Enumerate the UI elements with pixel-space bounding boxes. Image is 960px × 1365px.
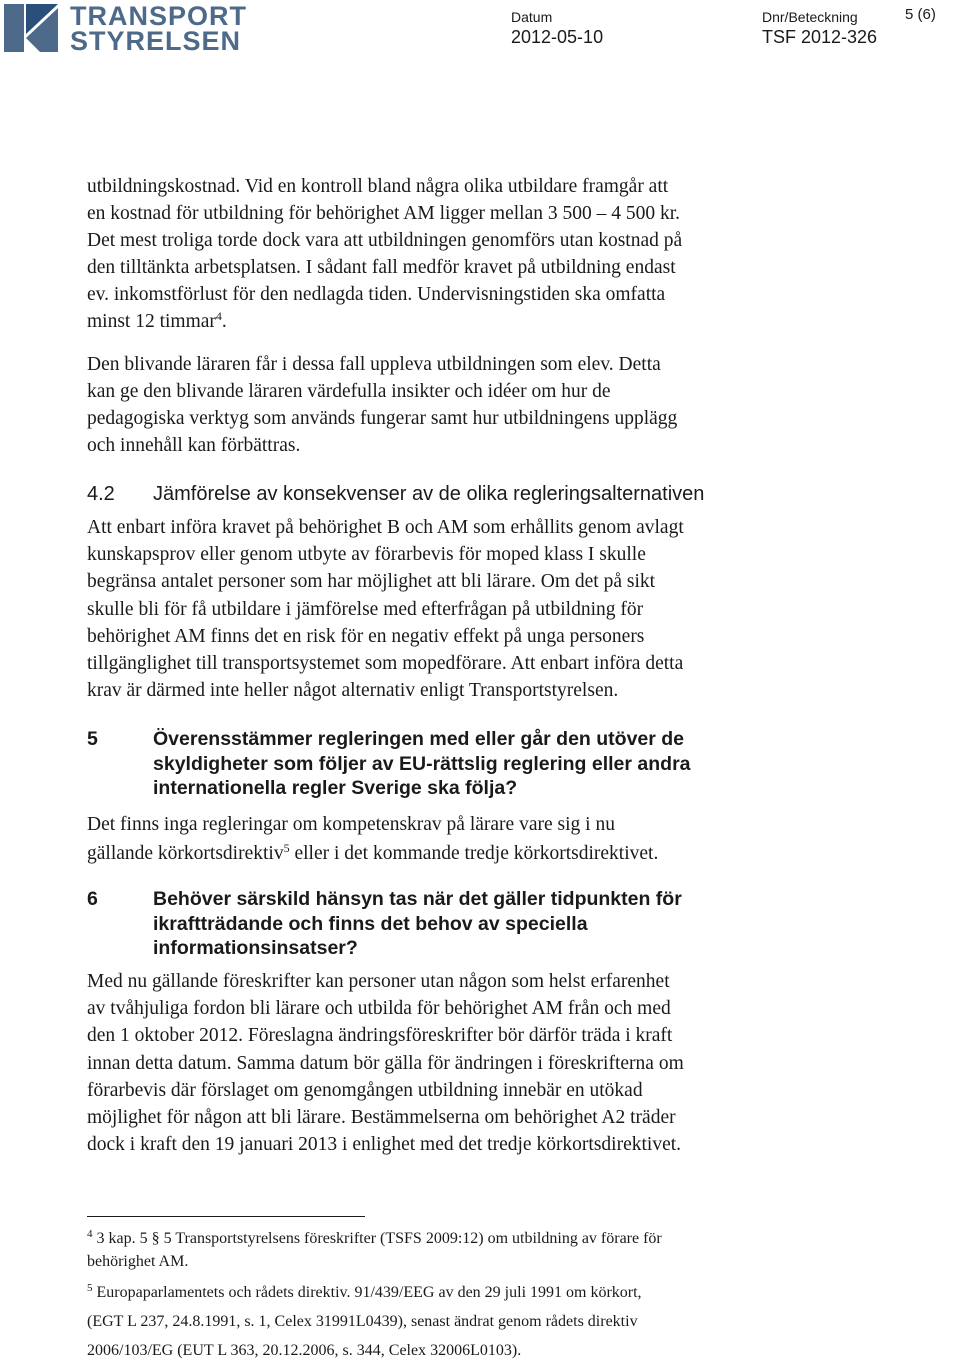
title-line: internationella regler Sverige ska följa? [153, 777, 518, 799]
text-line: dock i kraft den 19 januari 2013 i enlighet med det tredje körkortsdirektivet. [87, 1134, 682, 1156]
text-line: pedagogiska verktyg som används fungerar samt hur utbildningens upplägg [87, 408, 678, 429]
footnote-mark: 5 [87, 1282, 93, 1294]
paragraph-student-experience [87, 351, 827, 459]
footnote-mark: 4 [87, 1228, 93, 1240]
footnote-text: 3 kap. 5 § 5 Transportstyrelsens föreskrifter (TSFS 2009:12) om utbildning av förare för [92, 1230, 662, 1247]
text-fragment: . [221, 311, 227, 332]
section-title: Jämförelse av konsekvenser av de olika regleringsalternativen [153, 483, 705, 505]
text-fragment: minst 12 timmar [87, 311, 216, 332]
text-line: innan detta datum. Samma datum bör gälla för ändringen i föreskrifterna om [87, 1052, 684, 1074]
footnote-ref-5[interactable]: 5 [283, 841, 290, 855]
transportstyrelsen-logo [4, 1, 247, 56]
paragraph-comparison [87, 514, 827, 704]
footnote-line: behörighet AM. [87, 1253, 189, 1270]
section-number: 5 [87, 728, 98, 750]
footnote-ref-4[interactable]: 4 [215, 309, 222, 323]
text-line: av tvåhjuliga fordon bli lärare och utbilda för behörighet AM från och med [87, 998, 671, 1020]
footnote-text: Europaparlamentets och rådets direktiv. 91/439/EEG av den 29 juli 1991 om körkort, [92, 1284, 642, 1301]
text-line: utbildningskostnad. Vid en kontroll bland några olika utbildare framgår att [87, 176, 669, 197]
footnote-line [87, 1278, 847, 1307]
text-line: Att enbart införa kravet på behörighet B och AM som erhållits genom avlagt [87, 517, 684, 538]
footnote-line: (EGT L 237, 24.8.1991, s. 1, Celex 31991L0439), senast ändrat genom rådets direktiv [87, 1313, 638, 1330]
title-line: Behöver särskild hänsyn tas när det gäller tidpunkten för [153, 888, 682, 910]
text-line: skulle bli för få utbildare i jämförelse med efterfrågan på utbildning för [87, 598, 644, 620]
text-line: begränsa antalet personer som har möjlighet att bli lärare. Om det på sikt [87, 571, 656, 593]
text-line: en kostnad för utbildning för behörighet AM ligger mellan 3 500 – 4 500 kr. [87, 203, 681, 224]
logo-mark-icon [4, 4, 58, 52]
text-line: Med nu gällande föreskrifter kan personer utan någon som helst erfarenhet [87, 971, 670, 992]
text-line: Det mest troliga torde dock vara att utbildningen genomförs utan kostnad på [87, 230, 683, 251]
text-fragment: gällande körkortsdirektiv [87, 843, 284, 864]
text-line [87, 839, 827, 868]
reference-label: Dnr/Beteckning [762, 9, 858, 25]
reference-value: TSF 2012-326 [762, 27, 878, 47]
footnote-4 [87, 1227, 847, 1273]
text-line: den 1 oktober 2012. Föreslagna ändringsföreskrifter bör därför träda i kraft [87, 1025, 673, 1047]
text-line: Det finns inga regleringar om kompetenskrav på lärare vare sig i nu [87, 814, 615, 835]
text-line: tillgänglighet till transportsystemet som mopedförare. Att enbart införa detta [87, 653, 684, 675]
footnote-divider [87, 1216, 365, 1217]
text-line [87, 308, 827, 335]
date-value: 2012-05-10 [511, 27, 604, 47]
page-number: 5 (6) [905, 6, 936, 23]
text-line: Den blivande läraren får i dessa fall uppleva utbildningen som elev. Detta [87, 354, 661, 375]
logo-text-transport: TRANSPORT [70, 1, 247, 31]
section-title [153, 887, 682, 961]
text-line: krav är därmed inte heller något alternativ enligt Transportstyrelsen. [87, 680, 619, 702]
text-fragment: eller i det kommande tredje körkortsdirektivet. [289, 843, 659, 864]
text-line: kunskapsprov eller genom utbyte av förarbevis för moped klass I skulle [87, 544, 646, 566]
footnote-line [87, 1227, 847, 1250]
text-line: ev. inkomstförlust för den nedlagda tiden. Undervisningstiden ska omfatta [87, 284, 666, 305]
title-line: Överensstämmer regleringen med eller går den utöver de [153, 728, 685, 750]
text-line: kan ge den blivande läraren värdefulla insikter och idéer om hur de [87, 381, 611, 402]
title-line: ikraftträdande och finns det behov av speciella [153, 912, 588, 935]
text-line: den tilltänkta arbetsplatsen. I sådant fall medför kravet på utbildning endast [87, 257, 676, 278]
section-title [153, 727, 691, 801]
text-line: behörighet AM finns det en risk för en negativ effekt på unga personers [87, 625, 645, 647]
date-label: Datum [511, 9, 553, 25]
title-line: informationsinsatser? [153, 937, 358, 959]
text-line: möjlighet för någon att bli lärare. Bestämmelserna om behörighet A2 träder [87, 1107, 676, 1129]
title-line: skyldigheter som följer av EU-rättslig reglering eller andra [153, 752, 691, 775]
logo-text-styrelsen: STYRELSEN [70, 26, 242, 56]
paragraph-eu-regulation [87, 810, 827, 868]
footnote-line: 2006/103/EG (EUT L 363, 20.12.2006, s. 344, Celex 32006L0103). [87, 1342, 522, 1359]
text-line: förarbevis där förslaget om genomgången utbildning innebär en utökad [87, 1079, 643, 1101]
paragraph-timing [87, 968, 827, 1158]
footnote-5 [87, 1278, 847, 1365]
section-number: 4.2 [87, 483, 115, 505]
section-4-2-heading [87, 483, 704, 506]
section-number: 6 [87, 888, 98, 910]
paragraph-cost [87, 173, 827, 335]
text-line: och innehåll kan förbättras. [87, 435, 301, 456]
